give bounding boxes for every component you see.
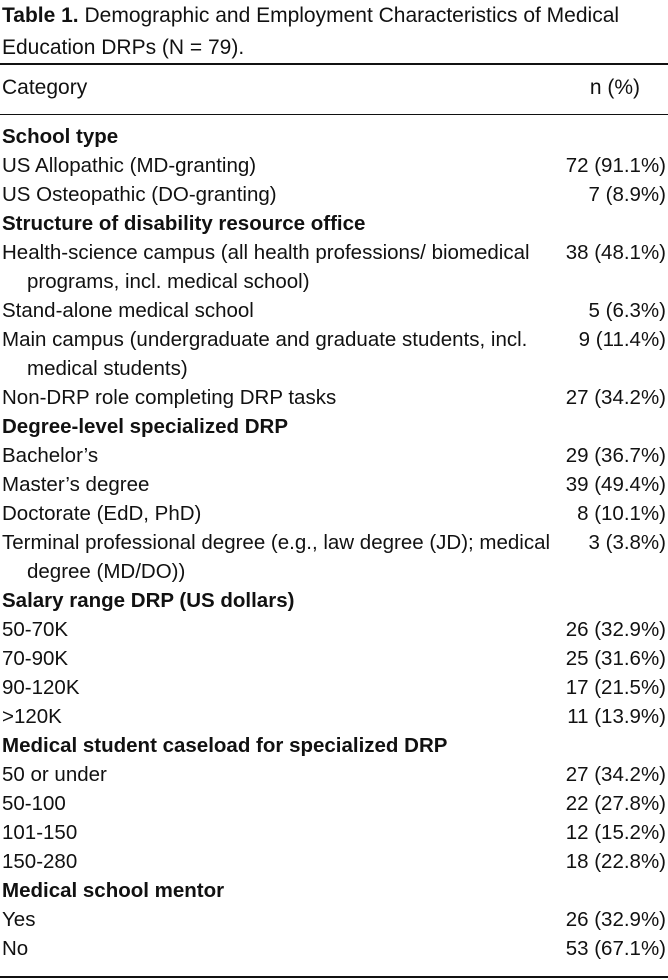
table-row (0, 470, 668, 499)
section-header-row (0, 586, 668, 615)
row-value-n-percent: 17 (21.5%) (565, 676, 666, 699)
row-value-n-percent: 29 (36.7%) (565, 444, 666, 467)
table-row (0, 818, 668, 847)
section-header-label: Salary range DRP (US dollars) (2, 589, 295, 612)
table-row (0, 702, 668, 731)
table-row (0, 615, 668, 644)
row-value-n-percent: 11 (13.9%) (567, 705, 666, 728)
table-row (0, 760, 668, 789)
row-category-label: US Osteopathic (DO-granting) (2, 183, 277, 206)
table-row (0, 296, 668, 325)
row-value-n-percent: 27 (34.2%) (565, 386, 666, 409)
section-header-row (0, 876, 668, 905)
row-category-label: Stand-alone medical school (2, 299, 254, 322)
table-row (0, 151, 668, 180)
table-caption-label: Table 1. (2, 4, 79, 27)
table-row (0, 441, 668, 470)
row-value-n-percent: 9 (11.4%) (578, 328, 666, 351)
row-value-n-percent: 7 (8.9%) (588, 183, 666, 206)
row-value-n-percent: 18 (22.8%) (565, 850, 666, 873)
row-value-n-percent: 25 (31.6%) (565, 647, 666, 670)
row-value-n-percent: 38 (48.1%) (565, 241, 666, 264)
table-row (0, 644, 668, 673)
row-category-label: 50 or under (2, 763, 107, 786)
section-header-label: Medical school mentor (2, 879, 225, 902)
row-value-n-percent: 8 (10.1%) (577, 502, 666, 525)
section-header-row (0, 209, 668, 238)
table-caption-text: Demographic and Employment Characteristics of Medical Education DRPs (N = 79). (2, 4, 620, 59)
table-row (0, 905, 668, 934)
table-row (0, 383, 668, 412)
table-row (0, 325, 668, 383)
table-row (0, 847, 668, 876)
row-category-label: Non-DRP role completing DRP tasks (2, 386, 337, 409)
row-category-label: US Allopathic (MD-granting) (2, 154, 257, 177)
table-row (0, 180, 668, 209)
table-row (0, 789, 668, 818)
row-value-n-percent: 5 (6.3%) (588, 299, 666, 322)
row-category-label: Bachelor’s (2, 444, 99, 467)
row-value-n-percent: 39 (49.4%) (565, 473, 666, 496)
table-header-row (0, 72, 668, 104)
table-row (0, 499, 668, 528)
row-value-n-percent: 22 (27.8%) (565, 792, 666, 815)
row-category-label: 150-280 (2, 850, 78, 873)
section-header-label: School type (2, 125, 119, 148)
table-row (0, 528, 668, 586)
column-header-n-percent: n (%) (589, 76, 640, 99)
row-value-n-percent: 3 (3.8%) (588, 531, 666, 554)
row-value-n-percent: 26 (32.9%) (565, 618, 666, 641)
header-rule (0, 114, 668, 115)
row-value-n-percent: 26 (32.9%) (565, 908, 666, 931)
row-category-label: Master’s degree (2, 473, 150, 496)
row-category-label: 90-120K (2, 676, 80, 699)
row-category-label: Doctorate (EdD, PhD) (2, 502, 202, 525)
row-category-label: Main campus (undergraduate and graduate students, incl. medical students) (2, 328, 528, 380)
row-value-n-percent: 12 (15.2%) (565, 821, 666, 844)
section-header-label: Structure of disability resource office (2, 212, 366, 235)
section-header-label: Degree-level specialized DRP (2, 415, 288, 438)
table-row (0, 238, 668, 296)
section-header-row (0, 122, 668, 151)
table-row (0, 673, 668, 702)
table-row (0, 934, 668, 963)
section-header-row (0, 412, 668, 441)
row-category-label: No (2, 937, 29, 960)
row-category-label: 50-70K (2, 618, 69, 641)
table-body (0, 122, 668, 963)
bottom-rule (0, 976, 668, 978)
row-category-label: 101-150 (2, 821, 78, 844)
row-category-label: >120K (2, 705, 62, 728)
row-category-label: 50-100 (2, 792, 66, 815)
top-rule (0, 63, 668, 65)
row-category-label: Terminal professional degree (e.g., law degree (JD); medical degree (MD/DO)) (2, 531, 551, 583)
row-category-label: 70-90K (2, 647, 69, 670)
row-value-n-percent: 27 (34.2%) (565, 763, 666, 786)
row-value-n-percent: 72 (91.1%) (565, 154, 666, 177)
row-category-label: Yes (2, 908, 36, 931)
table-caption (2, 0, 662, 64)
row-category-label: Health-science campus (all health professions/ biomedical programs, incl. medical school) (2, 241, 530, 293)
section-header-label: Medical student caseload for specialized DRP (2, 734, 448, 757)
row-value-n-percent: 53 (67.1%) (565, 937, 666, 960)
section-header-row (0, 731, 668, 760)
column-header-category: Category (2, 76, 88, 99)
